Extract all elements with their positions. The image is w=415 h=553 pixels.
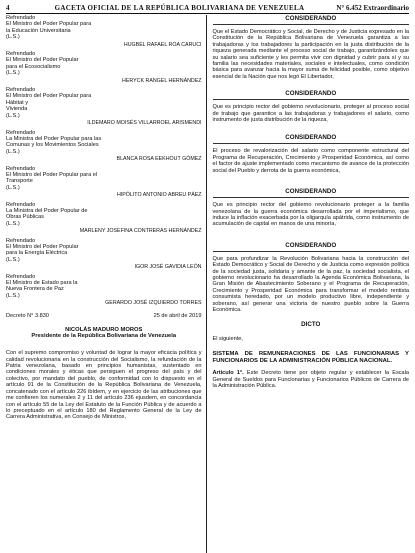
referral-line: La Ministra del Poder Popular para las bbox=[6, 135, 102, 142]
referral-line: El Ministro del Poder Popular para bbox=[6, 21, 92, 28]
system-title: SISTEMA DE REMUNERACIONES DE LAS FUNCIONARIAS Y FUNCIONARIOS DE LA ADMINISTRACIÓN PÚBLICA NACIONAL. bbox=[212, 350, 409, 364]
referral-line: Refrendado bbox=[6, 237, 36, 244]
referral-line: Vivienda bbox=[6, 106, 28, 113]
referral-line: El Ministro del Poder Popular bbox=[6, 244, 79, 250]
referral-signature: HIPÓLITO ANTONIO ABREU PÁEZ bbox=[116, 192, 202, 199]
referral-block bbox=[6, 202, 202, 235]
president-name: NICOLÁS MADURO MOROS bbox=[65, 326, 143, 333]
considerandos-list bbox=[213, 15, 410, 313]
considerando-section bbox=[213, 134, 410, 174]
referral-block bbox=[6, 166, 202, 199]
article-1-label: Artículo 1°. bbox=[212, 370, 244, 377]
article-1 bbox=[213, 370, 410, 389]
considerando-text: Que es principio rector del gobierno revolucionario, proteger al proceso social de trabajo que garantice a las trabajadoras y trabajadores el salario, como instrumento de justa distribución de la riqueza, bbox=[212, 104, 409, 124]
referral-line: la Educación Universitaria bbox=[6, 27, 71, 34]
considerando-text: Que el Estado Democrático y Social, de Derecho y de Justicia expresado en la Constitución de la República Bolivariana de Venezuela garantiza a las trabajadoras y los trabajadores la participación en la justa distribución de la riqueza generada mediante el proceso social de trabajo, garantizándoles que su salario sea suficiente y les permita vivir con dignidad y cubrir para sí y su familia las necesidades materiales, sociales e intelectuales, como condición básica para avanzar hacia la mayor suma de felicidad posible, como objetivo esencial de la Nación que nos legó El Libertador, bbox=[212, 29, 409, 80]
referral-line: para el Ecosocialismo bbox=[6, 63, 61, 70]
heading-rule bbox=[213, 197, 410, 198]
article-1-text: Este Decreto tiene por objeto regular y establecer la Escala General de Sueldos para Funcionarias y Funcionarios Públicos de Carrera de la Administración Pública. bbox=[212, 370, 410, 390]
considerando-section bbox=[213, 242, 410, 314]
considerando-text: Que para profundizar la Revolución Bolivariana hacia la construcción del Estado Democrático y Social de Derecho y de Justicia como expresión política de la sociedad justa, solidaria y amante de la paz, la sociedad socialista, el gobierno revolucionario ha desarrollado la Agenda Económica Bolivariana, la Gran Misión de Abastecimiento Soberano y el Programa de Recuperación, Crecimiento y Prosperidad Económica para transformar el modelo rentista consumista heredado, por un modelo productivo libre, independiente y soberano, así generar una victoria de nuestro pueblo sobre la Guerra Económica. bbox=[212, 255, 409, 313]
referral-signature: HERYCK RANGEL HERNÁNDEZ bbox=[122, 77, 202, 84]
referral-line: El Ministro del Poder Popular bbox=[6, 57, 79, 64]
referral-signature: ILDEMARO MOISÉS VILLARROEL ARISMENDI bbox=[87, 120, 202, 127]
referral-line: (L.S.) bbox=[6, 220, 20, 227]
decree-number: Decreto N° 3.830 bbox=[6, 312, 49, 319]
gazette-title: GACETA OFICIAL DE LA REPÚBLICA BOLIVARIANA DE VENEZUELA bbox=[54, 3, 305, 12]
considerando-text: El proceso de revalorización del salario como componente estructural del Programa de Recuperación, Crecimiento y Prosperidad Económica, así como el factor de ajuste implementado como mecanismo de avance de la protección social del Pueblo y derrota de la guerra económica, bbox=[212, 148, 409, 174]
referral-line: (L.S.) bbox=[6, 70, 20, 77]
page-columns bbox=[6, 15, 409, 553]
decree-date: 25 de abril de 2019 bbox=[153, 312, 202, 319]
referral-line: Comunas y los Movimientos Sociales bbox=[6, 142, 99, 149]
considerando-heading: CONSIDERANDO bbox=[285, 90, 337, 98]
dicto-heading: DICTO bbox=[301, 321, 321, 329]
referral-line: Refrendado bbox=[6, 51, 36, 58]
considerando-heading: CONSIDERANDO bbox=[285, 134, 337, 142]
referral-block bbox=[6, 87, 202, 126]
referral-line: Obras Públicas bbox=[6, 214, 44, 221]
considerando-heading: CONSIDERANDO bbox=[285, 241, 337, 249]
referral-block bbox=[6, 130, 202, 163]
considerando-text: Que es principio rector del gobierno revolucionario proteger a la familia venezolana de la guerra económica desarrollada por el imperialismo, que induce la inflación exacerbada por la oligarquía apátrida, como instrumento de acumulación de capital en manos de una minoría, bbox=[212, 202, 409, 228]
referral-signature: MARLENY JOSEFINA CONTRERAS HERNÁNDEZ bbox=[79, 228, 202, 235]
siguiente-text: El siguiente, bbox=[212, 336, 243, 343]
referral-line: Refrendado bbox=[6, 273, 36, 280]
referral-block bbox=[6, 238, 202, 271]
referral-line: (L.S.) bbox=[6, 112, 20, 119]
referral-line: para la Energía Eléctrica bbox=[6, 250, 68, 257]
referral-line: El Ministro del Poder Popular para el bbox=[6, 171, 98, 178]
referral-line: (L.S.) bbox=[6, 34, 20, 41]
considerando-section bbox=[213, 15, 410, 80]
referral-block bbox=[6, 274, 202, 307]
referral-block bbox=[6, 51, 202, 84]
referral-signature: GERARDO JOSÉ IZQUIERDO TORRES bbox=[105, 300, 202, 307]
decree-line bbox=[6, 313, 202, 319]
referral-line: (L.S.) bbox=[6, 292, 20, 299]
heading-rule bbox=[213, 24, 410, 25]
referral-block bbox=[6, 15, 202, 48]
referral-line: Nueva Frontera de Paz bbox=[6, 286, 64, 293]
president-title: Presidente de la República Bolivariana de Venezuela bbox=[31, 333, 177, 340]
preamble-paragraph: Con el supremo compromiso y voluntad de lograr la mayor eficacia política y calidad revolucionaria en la construcción del Socialismo, la refundación de la Patria venezolana, basado en principios humanistas, sustentado en condiciones morales y éticas que persiguen el progreso del país y del colectivo, por mandato del pueblo, de conformidad con lo dispuesto en el artículo 91 de la Constitución de la República Bolivariana de Venezuela, concatenado con el artículo 226 ibídem, y en ejercicio de las atribuciones que me confieren los numerales 2 y 11 del artículo 236 ejusdem, en concordancia con el artículo 55 de la Ley del Estatuto de la Función Pública y de acuerdo a lo preceptuado en el artículo 180 del Reglamento General de la Ley de Carrera Administrativa, en Consejo de Ministros, bbox=[6, 350, 202, 421]
referral-line: El Ministro de Estado para la bbox=[6, 280, 78, 287]
referral-line: Refrendado bbox=[6, 129, 36, 136]
referral-signature: IGOR JOSÉ GAVIDIA LEÓN bbox=[134, 264, 202, 271]
right-column bbox=[207, 15, 410, 553]
referral-line: Refrendado bbox=[6, 165, 36, 172]
heading-rule bbox=[213, 251, 410, 252]
considerando-section bbox=[213, 188, 410, 228]
referral-line: Refrendado bbox=[6, 15, 36, 21]
considerando-section bbox=[213, 90, 410, 123]
left-column bbox=[6, 15, 206, 553]
considerando-heading: CONSIDERANDO bbox=[285, 188, 337, 196]
considerando-heading: CONSIDERANDO bbox=[285, 15, 337, 22]
referral-line: La Ministra del Poder Popular de bbox=[6, 207, 88, 214]
referral-line: El Ministro del Poder Popular para bbox=[6, 93, 92, 100]
referral-signature: BLANCA ROSA EEKHOUT GÓMEZ bbox=[116, 156, 202, 163]
referral-line: (L.S.) bbox=[6, 148, 20, 155]
issue-number: N° 6.452 Extraordinario bbox=[336, 3, 409, 12]
referral-line: Transporte bbox=[6, 178, 33, 185]
page-number: 4 bbox=[6, 3, 10, 12]
referral-line: (L.S.) bbox=[6, 184, 20, 191]
referrals-list bbox=[6, 15, 202, 307]
referral-signature: HUGBEL RAFAEL ROA CARUCI bbox=[123, 41, 202, 48]
gazette-header bbox=[6, 2, 409, 14]
referral-line: (L.S.) bbox=[6, 256, 20, 263]
president-block bbox=[6, 327, 202, 341]
heading-rule bbox=[213, 99, 410, 100]
heading-rule bbox=[213, 143, 410, 144]
referral-line: Refrendado bbox=[6, 201, 36, 208]
referral-line: Refrendado bbox=[6, 87, 36, 94]
referral-line: Hábitat y bbox=[6, 99, 29, 106]
